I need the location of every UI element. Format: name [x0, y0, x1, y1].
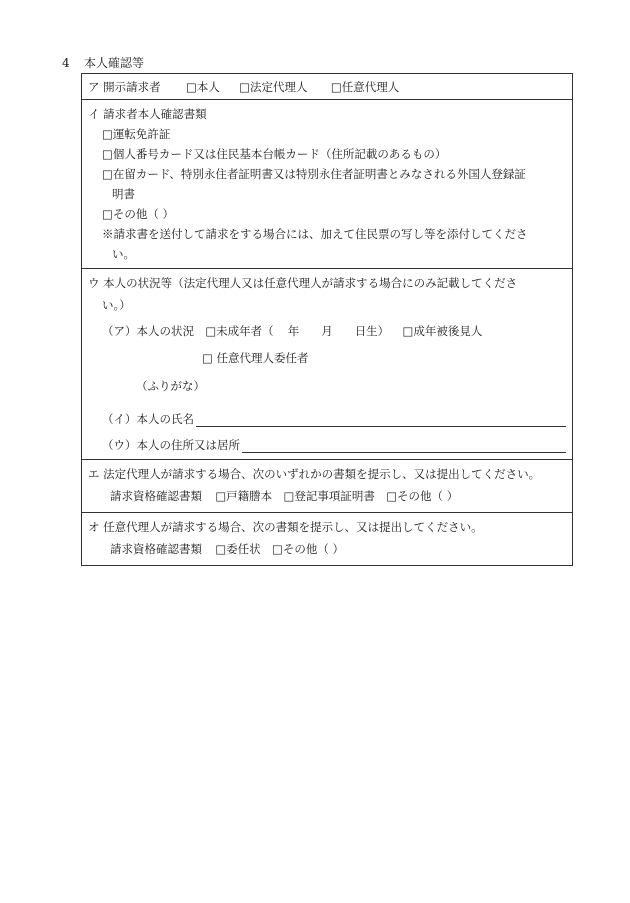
status-label: （ア）本人の状況 — [102, 324, 194, 338]
checkbox-family-register[interactable]: □戸籍謄本 — [215, 489, 273, 503]
identity-verification-form — [81, 73, 573, 566]
principal-name-label: （イ）本人の氏名 — [102, 412, 194, 426]
birth-day-label: 日生） — [354, 324, 390, 338]
checkbox-other-id[interactable]: □その他（ ） — [102, 207, 175, 221]
id-documents-section — [82, 99, 572, 268]
requester-section — [82, 74, 572, 99]
birth-year-label: 年 — [287, 324, 300, 338]
checkbox-power-of-attorney[interactable]: □委任状 — [215, 542, 261, 556]
checkbox-legal-representative[interactable]: □法定代理人 — [239, 80, 308, 94]
section-number: 4 — [62, 56, 70, 70]
requester-label: ア 開示請求者 — [88, 80, 161, 94]
checkbox-registry-certificate[interactable]: □登記事項証明書 — [283, 489, 375, 503]
checkbox-voluntary-other[interactable]: □その他（ ） — [272, 542, 345, 556]
mailing-note: ※請求書を送付して請求をする場合には、加えて住民票の写し等を添付してくださ — [102, 227, 528, 241]
mailing-note-continued: い。 — [112, 247, 135, 261]
principal-address-label: （ウ）本人の住所又は居所 — [102, 438, 240, 452]
section-title: 本人確認等 — [84, 56, 145, 70]
id-documents-label: イ 請求者本人確認書類 — [88, 107, 207, 121]
checkbox-voluntary-representative[interactable]: □任意代理人 — [330, 80, 400, 94]
furigana-label: （ふりがな） — [136, 379, 205, 393]
legal-representative-section — [82, 459, 572, 512]
voluntary-doc-label: 請求資格確認書類 — [110, 542, 202, 556]
checkbox-legal-other[interactable]: □その他（ ） — [386, 489, 459, 503]
checkbox-minor[interactable]: □未成年者（ — [205, 324, 274, 338]
principal-status-section — [82, 268, 572, 459]
checkbox-residence-card[interactable]: □在留カード、特別永住者証明書又は特別永住者証明書とみなされる外国人登録証 — [102, 167, 526, 181]
voluntary-representative-section — [82, 512, 572, 565]
principal-name-field[interactable] — [196, 412, 566, 427]
checkbox-self[interactable]: □本人 — [185, 80, 220, 94]
checkbox-delegator[interactable]: □ 任意代理人委任者 — [202, 351, 309, 365]
checkbox-my-number-card[interactable]: □個人番号カード又は住民基本台帳カード（住所記載のあるもの） — [102, 147, 447, 161]
principal-status-label-continued: い。） — [102, 298, 131, 312]
residence-card-continued: 明書 — [112, 187, 135, 201]
checkbox-adult-ward[interactable]: □成年被後見人 — [402, 324, 483, 338]
principal-status-label: ウ 本人の状況等（法定代理人又は任意代理人が請求する場合にのみ記載してくださ — [88, 276, 518, 290]
section-heading — [62, 54, 144, 71]
principal-address-field[interactable] — [242, 438, 566, 453]
voluntary-representative-instruction: オ 任意代理人が請求する場合、次の書類を提示し、又は提出してください。 — [88, 520, 483, 534]
legal-doc-label: 請求資格確認書類 — [110, 489, 202, 503]
checkbox-drivers-license[interactable]: □運転免許証 — [102, 127, 171, 141]
legal-representative-instruction: エ 法定代理人が請求する場合、次のいずれかの書類を提示し、又は提出してください。 — [88, 467, 541, 481]
birth-month-label: 月 — [321, 324, 333, 338]
